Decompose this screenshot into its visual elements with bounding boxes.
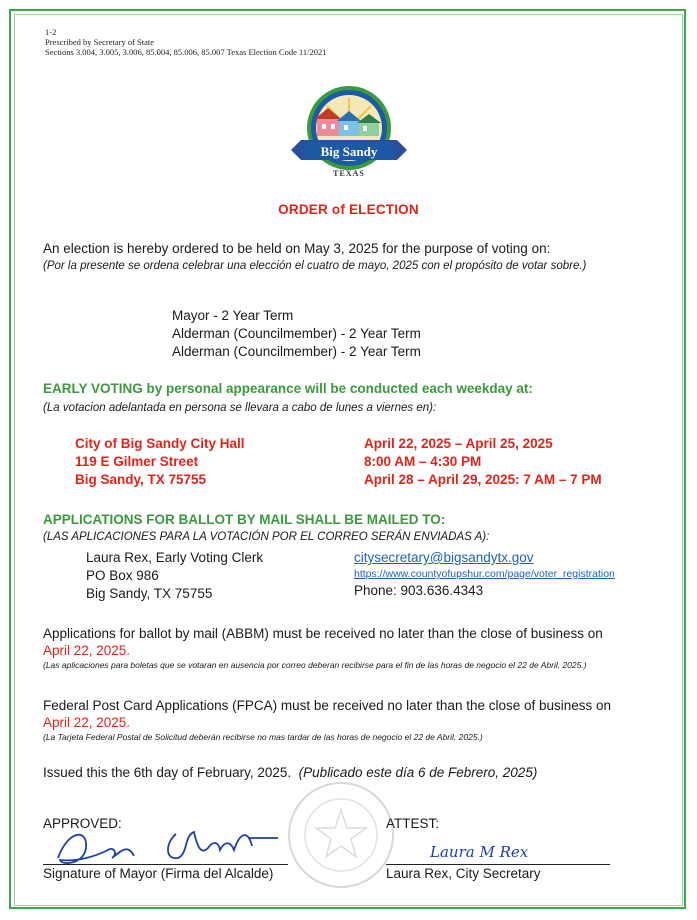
location-name: City of Big Sandy City Hall: [75, 436, 245, 451]
city-seal: [286, 780, 396, 895]
schedule-hours: 8:00 AM – 4:30 PM: [364, 454, 482, 469]
prescribed-line: Prescribed by Secretary of State: [45, 37, 155, 47]
page-title: ORDER of ELECTION: [278, 202, 419, 217]
mail-heading: APPLICATIONS FOR BALLOT BY MAIL SHALL BE MAILED TO:: [43, 512, 446, 527]
early-voting-heading-es: (La votacion adelantada en persona se llevara a cabo de lunes a viernes en):: [43, 402, 437, 414]
abbm-date: April 22, 2025.: [43, 643, 131, 658]
issued-es: (Publicado este día 6 de Febrero, 2025): [298, 765, 538, 780]
fpca-paragraph: [43, 697, 659, 731]
issued-line: [43, 765, 537, 780]
fpca-date: April 22, 2025.: [43, 715, 131, 730]
attest-label: ATTEST:: [386, 816, 440, 831]
schedule-dates: April 22, 2025 – April 25, 2025: [364, 436, 553, 451]
abbm-es: (Las aplicaciones para boletas que se votaran en ausencia por correo deberan recibirse para el fin de las horas de negocio el 22 de Abril, 2025.): [43, 660, 587, 670]
mail-pobox: PO Box 986: [86, 568, 159, 583]
secretary-signature-line: [386, 864, 610, 865]
fpca-text: Federal Post Card Applications (FPCA) must be received no later than the close of business on: [43, 698, 612, 713]
sections-line: Sections 3.004, 3.005, 3.006, 85.004, 85.006, 85.007 Texas Election Code 11/2021: [45, 47, 327, 57]
logo-banner-text: Big Sandy: [320, 144, 378, 159]
fpca-es: (La Tarjeta Federal Postal de Solicitud deberán recibirse no mas tardar de las horas de negocio el 22 de Abril, 2025.): [43, 732, 483, 742]
mayor-caption: Signature of Mayor (Firma del Alcalde): [43, 866, 274, 881]
office-item: Mayor - 2 Year Term: [172, 308, 294, 323]
mail-city: Big Sandy, TX 75755: [86, 586, 213, 601]
early-voting-heading: EARLY VOTING by personal appearance will be conducted each weekday at:: [43, 381, 533, 396]
big-sandy-logo: [287, 84, 412, 191]
abbm-paragraph: [43, 625, 659, 659]
phone-number: Phone: 903.636.4343: [354, 583, 484, 598]
office-item: Alderman (Councilmember) - 2 Year Term: [172, 326, 421, 341]
mayor-signature-line: [43, 864, 288, 865]
schedule-extended: April 28 – April 29, 2025: 7 AM – 7 PM: [364, 472, 602, 487]
intro-text-es: (Por la presente se ordena celebrar una elección el cuatro de mayo, 2025 con el propósito de votar sobre.): [43, 260, 587, 272]
form-header: [45, 27, 327, 57]
form-number: 1-2: [45, 27, 57, 37]
location-city: Big Sandy, TX 75755: [75, 472, 207, 487]
abbm-text: Applications for ballot by mail (ABBM) must be received no later than the close of business on: [43, 626, 603, 641]
secretary-caption: Laura Rex, City Secretary: [386, 866, 541, 881]
mail-heading-es: (LAS APLICACIONES PARA LA VOTACIÓN POR EL CORREO SERÁN ENVIADAS A):: [43, 531, 490, 543]
location-street: 119 E Gilmer Street: [75, 454, 199, 469]
approved-label: APPROVED:: [43, 816, 122, 831]
mail-clerk: Laura Rex, Early Voting Clerk: [86, 550, 264, 565]
email-link[interactable]: citysecretary@bigsandytx.gov: [354, 550, 534, 565]
intro-text: An election is hereby ordered to be held on May 3, 2025 for the purpose of voting on:: [43, 241, 551, 256]
issued-en: Issued this the 6th day of February, 2025.: [43, 765, 292, 780]
office-item: Alderman (Councilmember) - 2 Year Term: [172, 344, 421, 359]
secretary-signature: Laura M Rex: [430, 843, 529, 861]
voter-registration-link[interactable]: https://www.countyofupshur.com/page/voter_registration: [354, 568, 615, 580]
logo-state-text: TEXAS: [333, 169, 365, 178]
